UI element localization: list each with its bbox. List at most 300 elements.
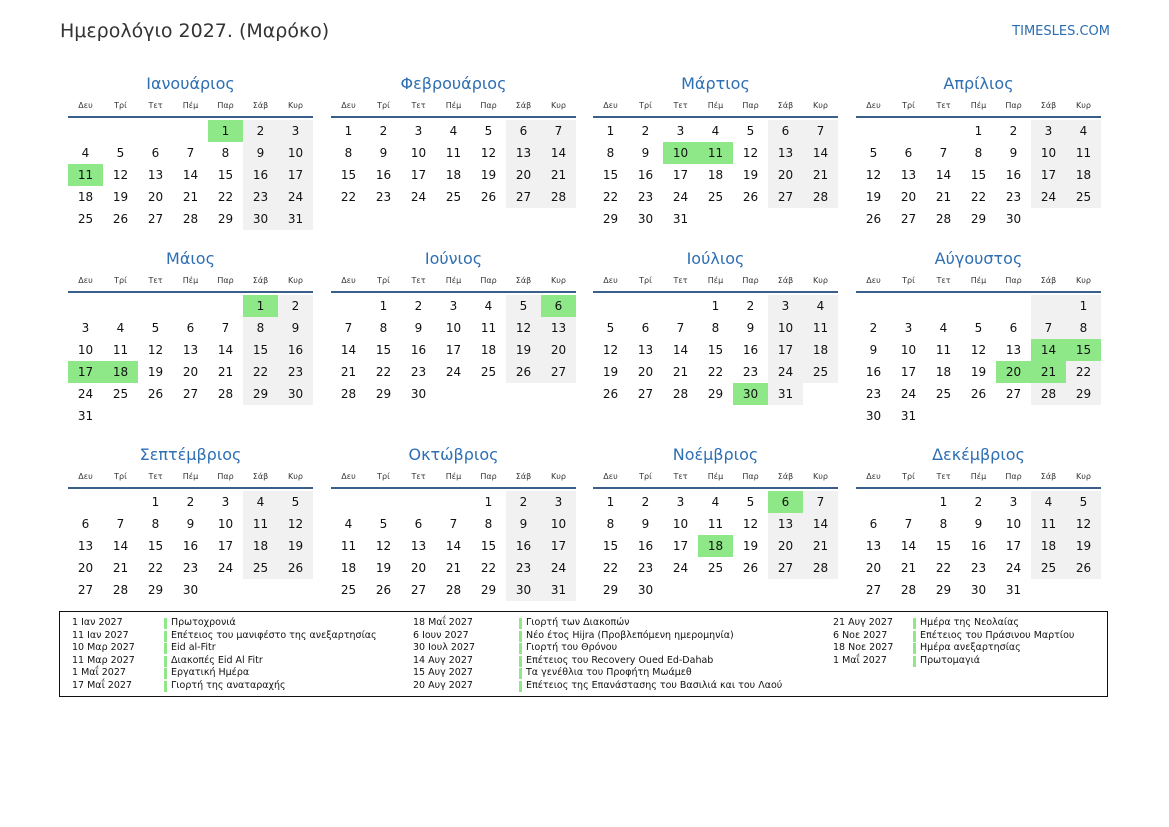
site-link[interactable]: TIMESLES.COM [1012,24,1110,39]
holiday-day: 6 [768,491,803,513]
month-calendar [856,444,1101,601]
holiday-name: Πρωτοχρονιά [171,617,236,628]
weekday-label: Πέμ [707,472,724,481]
empty-cell [173,120,208,142]
day-cell: 1 [974,124,983,138]
day-cell: 18 [340,561,357,575]
day-cell: 7 [541,120,576,142]
weekday-label: Δευ [78,101,93,110]
month-calendar [593,248,838,405]
day-cell: 10 [768,317,803,339]
day-cell: 11 [1066,142,1101,164]
days-grid [331,491,576,601]
weekday-label: Δευ [866,276,881,285]
day-cell: 10 [900,343,917,357]
weekday-label: Κυρ [813,276,828,285]
day-cell: 19 [147,365,164,379]
day-cell: 1 [939,495,948,509]
day-cell: 28 [340,387,357,401]
day-cell: 22 [375,365,392,379]
day-cell: 7 [116,517,125,531]
day-cell: 30 [865,409,882,423]
weekday-label: Τρί [114,276,127,285]
day-cell: 12 [278,513,313,535]
day-cell: 26 [742,190,759,204]
empty-cell [891,295,926,317]
weekday-label: Σάβ [1040,472,1057,481]
day-cell: 25 [935,387,952,401]
day-cell: 18 [480,343,497,357]
holiday-day: 1 [208,120,243,142]
holiday-day: 15 [1066,339,1101,361]
day-cell: 26 [1066,557,1101,579]
month-calendar [856,248,1101,427]
day-cell: 29 [375,387,392,401]
empty-cell [366,491,401,513]
day-cell: 22 [707,365,724,379]
day-cell: 3 [221,495,230,509]
day-cell: 22 [935,561,952,575]
month-name: Απρίλιος [943,74,1014,93]
holiday-date: 6 Νοε 2027 [833,629,888,641]
day-cell: 25 [112,387,129,401]
weekday-label: Παρ [742,101,759,110]
weekday-header [856,270,1101,293]
day-cell: 28 [672,387,689,401]
weekday-label: Τετ [936,276,951,285]
day-cell: 13 [865,539,882,553]
weekday-label: Πέμ [445,472,462,481]
day-cell: 7 [221,321,230,335]
day-cell: 14 [672,343,689,357]
weekday-label: Τετ [936,101,951,110]
days-grid [331,120,576,208]
day-cell: 23 [375,190,392,204]
day-cell: 21 [803,535,838,557]
weekday-label: Σάβ [1040,276,1057,285]
holiday-name: Γιορτή της αναταραχής [171,679,286,691]
day-cell: 27 [768,186,803,208]
day-cell: 20 [865,561,882,575]
day-cell: 9 [379,146,388,160]
month-calendar [68,73,313,230]
day-cell: 7 [904,517,913,531]
day-cell: 27 [637,387,654,401]
day-cell: 16 [410,343,427,357]
day-cell: 10 [1005,517,1022,531]
weekday-label: Πέμ [182,101,199,110]
day-cell: 24 [768,361,803,383]
holiday-name: Ημέρα της Νεολαίας [920,617,1019,628]
weekday-label: Τρί [639,472,652,481]
empty-cell [1031,405,1066,427]
weekday-label: Πέμ [707,276,724,285]
weekday-label: Τρί [377,276,390,285]
day-cell: 1 [344,124,353,138]
day-cell: 27 [182,387,199,401]
day-cell: 4 [1066,120,1101,142]
day-cell: 25 [243,557,278,579]
holiday-marker [519,643,522,654]
day-cell: 29 [935,583,952,597]
day-cell: 8 [221,146,230,160]
day-cell: 26 [480,190,497,204]
day-cell: 25 [445,190,462,204]
holiday-date: 18 Νοε 2027 [833,642,894,654]
day-cell: 31 [768,383,803,405]
day-cell: 8 [711,321,720,335]
day-cell: 28 [541,186,576,208]
holiday-marker [913,631,916,642]
weekday-label: Τρί [377,101,390,110]
weekday-label: Πέμ [445,101,462,110]
day-cell: 8 [939,517,948,531]
day-cell: 17 [672,168,689,182]
day-cell: 23 [970,561,987,575]
day-cell: 16 [637,539,654,553]
day-cell: 3 [768,295,803,317]
day-cell: 21 [672,365,689,379]
empty-cell [208,295,243,317]
weekday-label: Κυρ [288,101,303,110]
day-cell: 5 [974,321,983,335]
day-cell: 3 [1031,120,1066,142]
holiday-date: 15 Αυγ 2027 [413,667,473,679]
day-cell: 8 [379,321,388,335]
day-cell: 21 [445,561,462,575]
empty-cell [803,579,838,601]
weekday-label: Κυρ [288,276,303,285]
day-cell: 13 [410,539,427,553]
day-cell: 24 [672,561,689,575]
day-cell: 17 [217,539,234,553]
day-cell: 12 [112,168,129,182]
weekday-label: Σάβ [515,101,532,110]
weekday-label: Τετ [673,276,688,285]
empty-cell [768,208,803,230]
empty-cell [926,120,961,142]
weekday-label: Κυρ [1076,472,1091,481]
day-cell: 24 [1031,186,1066,208]
day-cell: 21 [900,561,917,575]
day-cell: 13 [637,343,654,357]
empty-cell [173,295,208,317]
day-cell: 9 [1009,146,1018,160]
day-cell: 26 [506,361,541,383]
day-cell: 31 [541,579,576,601]
weekday-header [331,270,576,293]
empty-cell [173,405,208,427]
day-cell: 6 [768,120,803,142]
days-grid [856,120,1101,230]
day-cell: 22 [217,190,234,204]
day-cell: 24 [900,387,917,401]
empty-cell [1066,579,1101,601]
empty-cell [278,405,313,427]
day-cell: 4 [449,124,458,138]
days-grid [331,295,576,405]
day-cell: 19 [970,365,987,379]
day-cell: 21 [182,190,199,204]
day-cell: 14 [217,343,234,357]
day-cell: 9 [414,321,423,335]
weekday-header [68,466,313,489]
day-cell: 12 [602,343,619,357]
month-calendar [593,444,838,601]
weekday-header [331,466,576,489]
holiday-name: Επέτειος του μανιφέστο της ανεξαρτησίας [171,629,377,641]
weekday-label: Πέμ [182,276,199,285]
day-cell: 20 [768,164,803,186]
day-cell: 28 [217,387,234,401]
day-cell: 24 [217,561,234,575]
empty-cell [103,120,138,142]
day-cell: 19 [1066,535,1101,557]
day-cell: 27 [506,186,541,208]
day-cell: 30 [970,583,987,597]
day-cell: 26 [375,583,392,597]
empty-cell [436,383,471,405]
day-cell: 11 [112,343,129,357]
weekday-label: Τετ [673,101,688,110]
weekday-label: Σάβ [252,472,269,481]
day-cell: 15 [340,168,357,182]
holiday-name: Eid al-Fitr [171,642,216,654]
day-cell: 9 [641,517,650,531]
holiday-marker [519,631,522,642]
holiday-date: 17 Μαΐ 2027 [72,679,132,691]
holiday-day: 18 [698,535,733,557]
day-cell: 4 [81,146,90,160]
empty-cell [68,491,103,513]
month-name: Νοέμβριος [672,445,759,464]
holiday-day: 21 [1031,361,1066,383]
day-cell: 11 [1031,513,1066,535]
day-cell: 31 [77,409,94,423]
day-cell: 19 [112,190,129,204]
holiday-day: 6 [541,295,576,317]
day-cell: 4 [711,124,720,138]
empty-cell [926,405,961,427]
holiday-name: Επέτειος της Επανάστασης του Βασιλιά και του Λαού [526,679,783,691]
day-cell: 15 [602,539,619,553]
day-cell: 16 [278,339,313,361]
day-cell: 25 [1066,186,1101,208]
day-cell: 20 [900,190,917,204]
day-cell: 28 [803,557,838,579]
empty-cell [663,579,698,601]
weekday-label: Κυρ [1076,101,1091,110]
day-cell: 27 [1005,387,1022,401]
holiday-name: Διακοπές Eid Al Fitr [171,654,263,666]
day-cell: 30 [506,579,541,601]
holiday-marker [519,681,522,692]
day-cell: 23 [742,365,759,379]
empty-cell [506,383,541,405]
weekday-header [68,270,313,293]
day-cell: 11 [445,146,462,160]
day-cell: 24 [77,387,94,401]
day-cell: 19 [742,168,759,182]
holiday-day: 18 [103,361,138,383]
holiday-day: 11 [698,142,733,164]
weekday-label: Παρ [1005,276,1022,285]
day-cell: 29 [147,583,164,597]
weekday-label: Δευ [78,276,93,285]
day-cell: 23 [278,361,313,383]
day-cell: 7 [186,146,195,160]
day-cell: 21 [935,190,952,204]
weekday-header [593,270,838,293]
day-cell: 16 [506,535,541,557]
day-cell: 14 [112,539,129,553]
empty-cell [891,120,926,142]
weekday-label: Πέμ [970,472,987,481]
day-cell: 1 [606,124,615,138]
weekday-label: Σάβ [777,101,794,110]
weekday-label: Πέμ [970,276,987,285]
day-cell: 9 [974,517,983,531]
empty-cell [138,295,173,317]
day-cell: 15 [935,539,952,553]
empty-cell [243,405,278,427]
weekday-label: Τετ [148,472,163,481]
day-cell: 9 [506,513,541,535]
day-cell: 30 [410,387,427,401]
holiday-marker [519,618,522,629]
day-cell: 12 [147,343,164,357]
weekday-label: Σάβ [515,472,532,481]
holiday-marker [519,656,522,667]
day-cell: 22 [147,561,164,575]
weekday-label: Κυρ [288,472,303,481]
holiday-date: 11 Μαρ 2027 [72,654,135,666]
day-cell: 16 [970,539,987,553]
day-cell: 5 [506,295,541,317]
day-cell: 25 [707,190,724,204]
day-cell: 22 [602,561,619,575]
day-cell: 18 [707,168,724,182]
day-cell: 17 [410,168,427,182]
holiday-name: Επέτειος του Πράσινου Μαρτίου [920,629,1075,641]
holiday-name: Γιορτή του Θρόνου [526,642,618,654]
empty-cell [103,491,138,513]
day-cell: 7 [803,120,838,142]
weekday-label: Κυρ [813,101,828,110]
day-cell: 16 [865,365,882,379]
day-cell: 14 [803,142,838,164]
empty-cell [856,295,891,317]
day-cell: 20 [147,190,164,204]
day-cell: 13 [900,168,917,182]
day-cell: 1 [151,495,160,509]
day-cell: 13 [506,142,541,164]
day-cell: 2 [379,124,388,138]
day-cell: 20 [506,164,541,186]
day-cell: 8 [243,317,278,339]
day-cell: 24 [445,365,462,379]
holiday-marker [164,631,167,642]
day-cell: 5 [278,491,313,513]
day-cell: 24 [672,190,689,204]
holiday-name: Ημέρα ανεξαρτησίας [920,642,1021,654]
weekday-label: Παρ [742,472,759,481]
day-cell: 2 [641,495,650,509]
day-cell: 10 [672,517,689,531]
day-cell: 9 [746,321,755,335]
empty-cell [733,579,768,601]
day-cell: 6 [506,120,541,142]
weekday-label: Δευ [78,472,93,481]
day-cell: 6 [81,517,90,531]
day-cell: 8 [151,517,160,531]
weekday-label: Σάβ [252,101,269,110]
day-cell: 13 [768,513,803,535]
day-cell: 29 [602,583,619,597]
month-name: Μάιος [166,249,215,268]
weekday-label: Τρί [639,101,652,110]
day-cell: 13 [147,168,164,182]
day-cell: 24 [1005,561,1022,575]
day-cell: 1 [711,299,720,313]
weekday-label: Τετ [411,276,426,285]
days-grid [68,295,313,427]
empty-cell [961,405,996,427]
holiday-marker [164,668,167,679]
empty-cell [1031,579,1066,601]
day-cell: 2 [506,491,541,513]
day-cell: 22 [970,190,987,204]
day-cell: 16 [243,164,278,186]
day-cell: 15 [707,343,724,357]
holiday-day: 10 [663,142,698,164]
weekday-label: Κυρ [1076,276,1091,285]
day-cell: 17 [900,365,917,379]
day-cell: 4 [803,295,838,317]
day-cell: 12 [375,539,392,553]
holiday-day: 11 [68,164,103,186]
day-cell: 3 [278,120,313,142]
weekday-label: Σάβ [1040,101,1057,110]
day-cell: 14 [541,142,576,164]
day-cell: 30 [278,383,313,405]
day-cell: 27 [900,212,917,226]
day-cell: 31 [1005,583,1022,597]
weekday-label: Τρί [114,101,127,110]
holiday-date: 18 Μαΐ 2027 [413,617,473,628]
day-cell: 15 [375,343,392,357]
day-cell: 25 [480,365,497,379]
day-cell: 12 [742,146,759,160]
weekday-label: Τρί [377,472,390,481]
day-cell: 5 [746,495,755,509]
day-cell: 10 [410,146,427,160]
day-cell: 24 [410,190,427,204]
weekday-label: Δευ [603,472,618,481]
holiday-marker [164,643,167,654]
empty-cell [1031,208,1066,230]
weekday-label: Πέμ [445,276,462,285]
day-cell: 20 [637,365,654,379]
day-cell: 5 [869,146,878,160]
day-cell: 15 [217,168,234,182]
day-cell: 13 [182,343,199,357]
weekday-label: Παρ [217,101,234,110]
day-cell: 10 [1031,142,1066,164]
day-cell: 13 [541,317,576,339]
day-cell: 26 [865,212,882,226]
empty-cell [698,579,733,601]
